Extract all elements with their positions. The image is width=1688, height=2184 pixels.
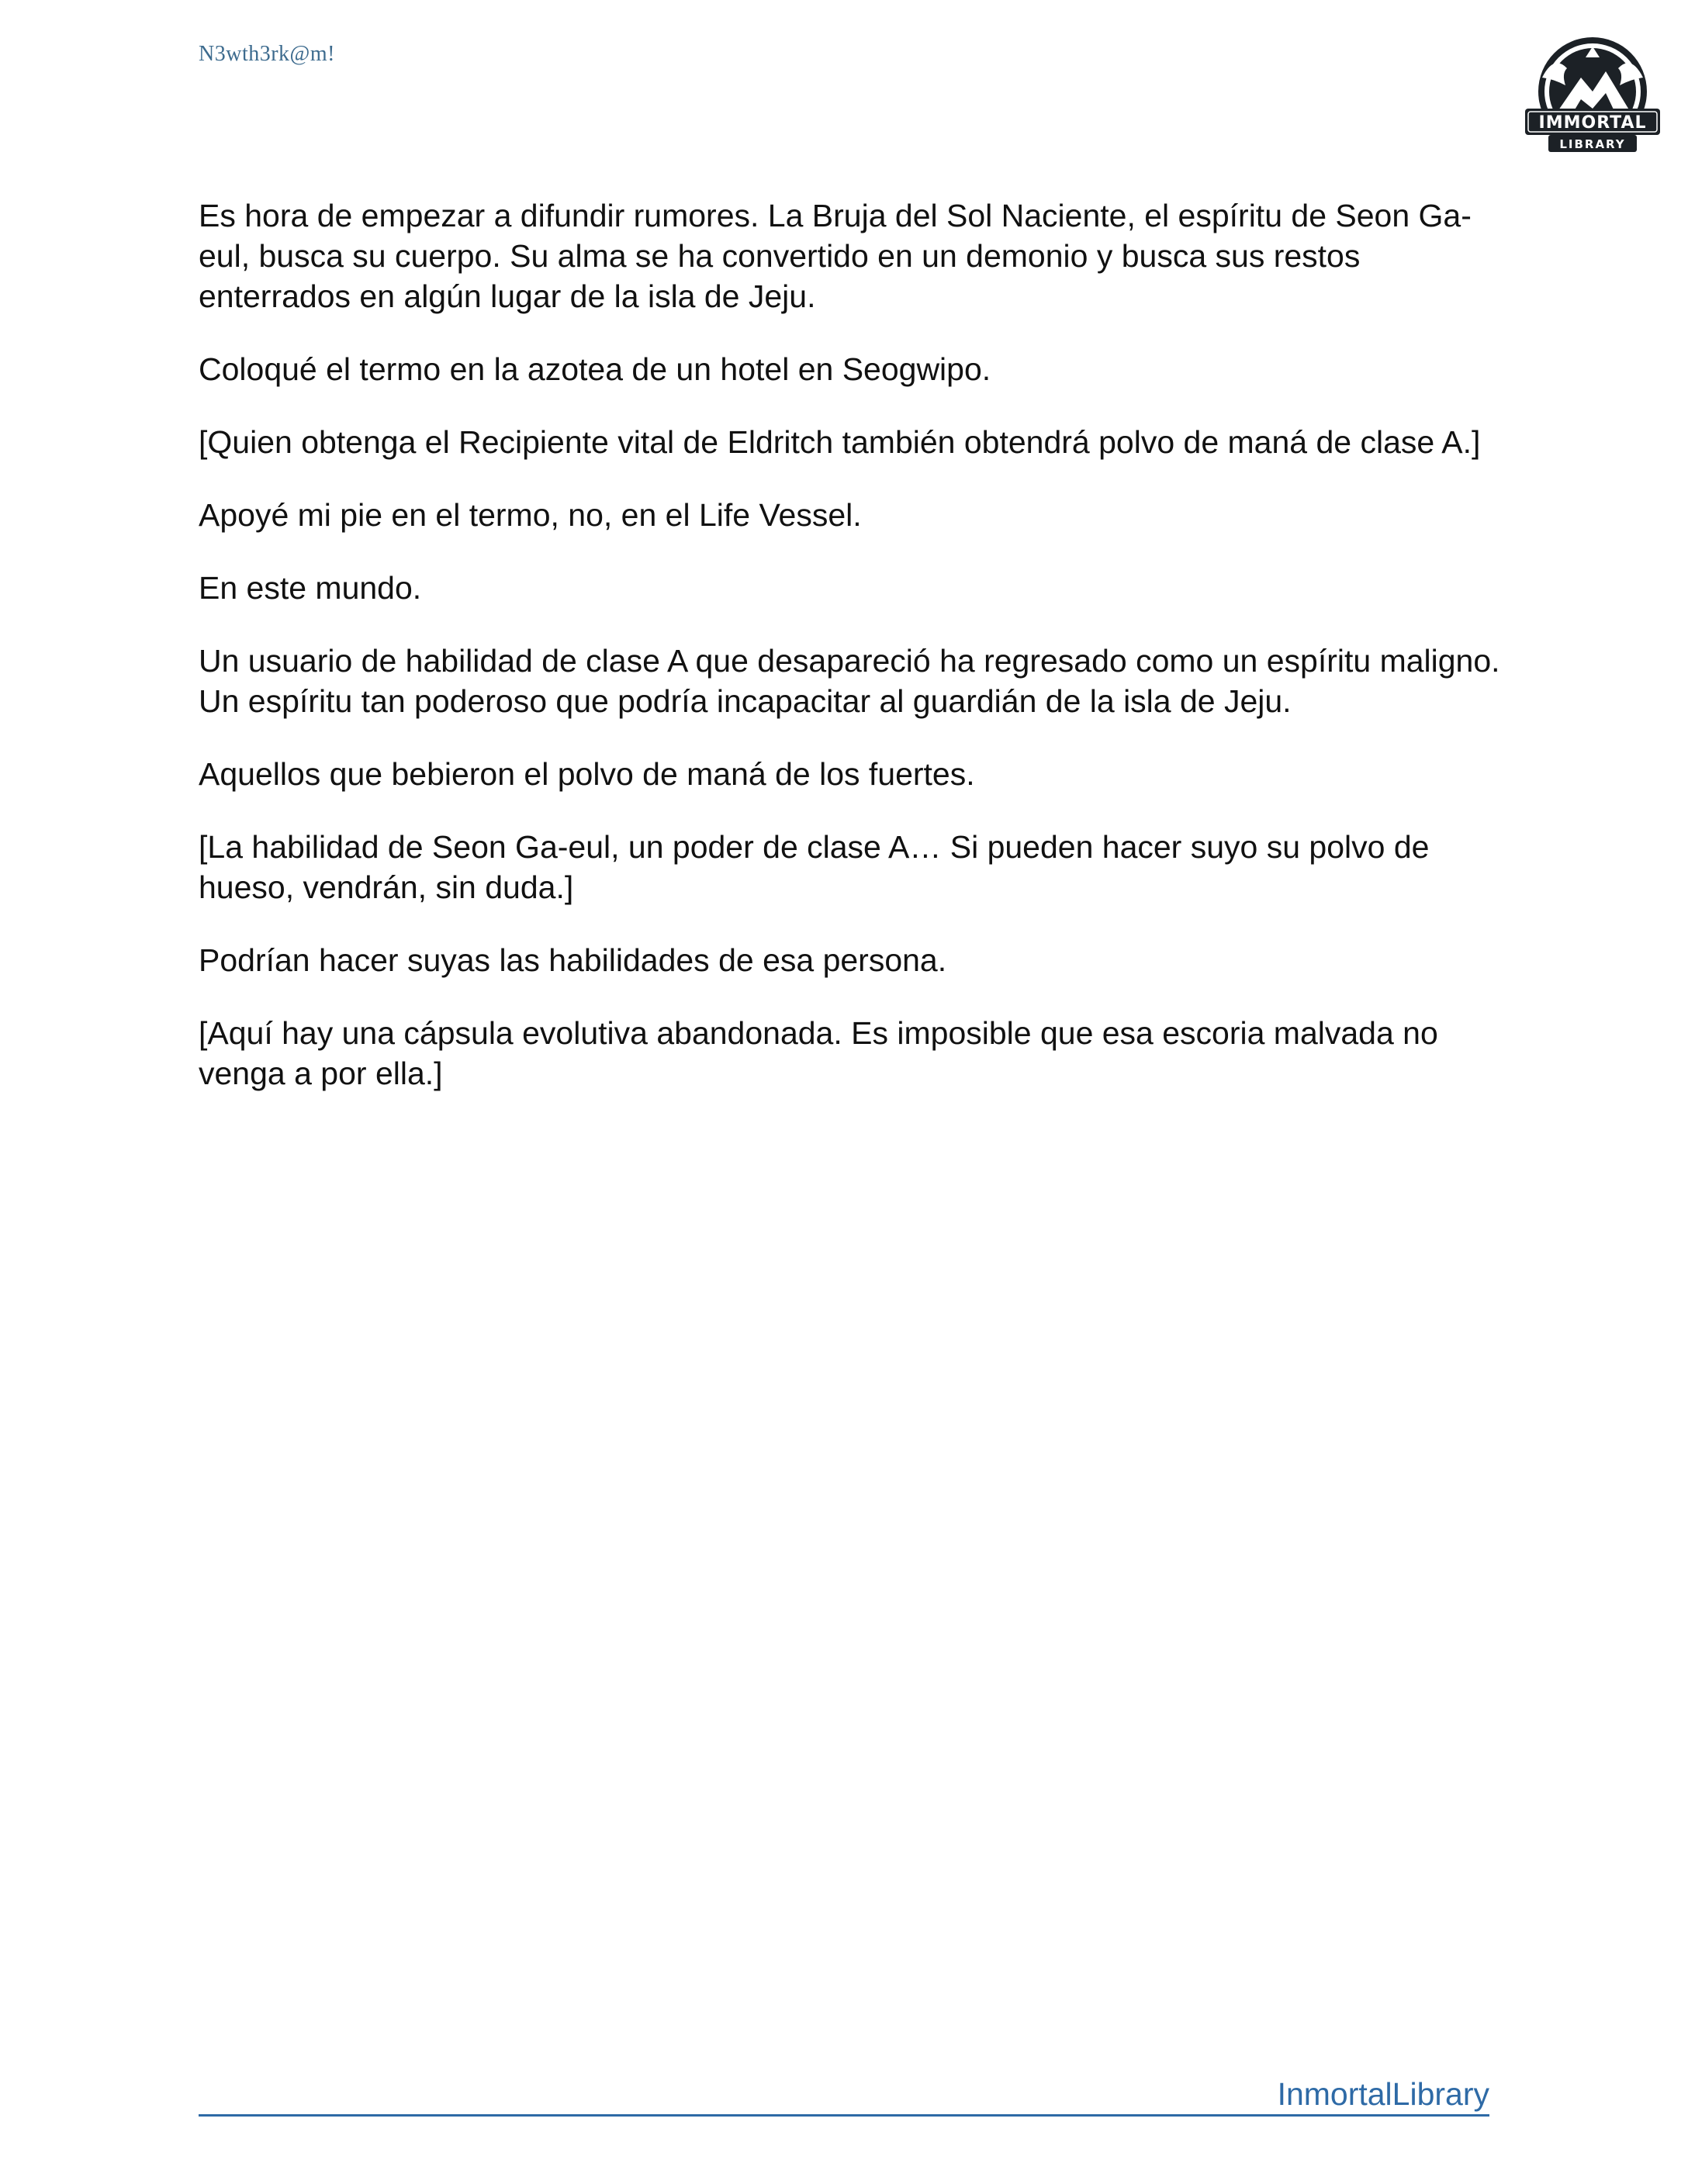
- paragraph: Un usuario de habilidad de clase A que desapareció ha regresado como un espíritu maligno. Un espíritu tan poderoso que podría incapacitar al guardián de la isla de Jeju.: [199, 643, 1500, 719]
- paragraph: Podrían hacer suyas las habilidades de esa persona.: [199, 942, 947, 978]
- paragraph: Apoyé mi pie en el termo, no, en el Life Vessel.: [199, 497, 862, 533]
- logo-text-bottom: LIBRARY: [1559, 137, 1626, 151]
- body-text: [199, 195, 1502, 1126]
- immortal-library-logo: [1519, 31, 1666, 163]
- header-watermark: N3wth3rk@m!: [199, 42, 335, 66]
- footer-link[interactable]: InmortalLibrary: [1277, 2076, 1489, 2112]
- paragraph: En este mundo.: [199, 570, 422, 606]
- logo-text-top: IMMORTAL: [1538, 113, 1647, 133]
- paragraph: Es hora de empezar a difundir rumores. La Bruja del Sol Naciente, el espíritu de Seon Ga-eul, busca su cuerpo. Su alma se ha convertido en un demonio y busca sus restos enterrados en algún lugar de la isla de Jeju.: [199, 198, 1472, 314]
- paragraph: [Quien obtenga el Recipiente vital de Eldritch también obtendrá polvo de maná de clase A.]: [199, 424, 1481, 460]
- paragraph: [La habilidad de Seon Ga-eul, un poder de clase A… Si pueden hacer suyo su polvo de hueso, vendrán, sin duda.]: [199, 829, 1430, 905]
- footer: [199, 2074, 1489, 2117]
- paragraph: Aquellos que bebieron el polvo de maná de los fuertes.: [199, 756, 975, 792]
- paragraph: Coloqué el termo en la azotea de un hotel en Seogwipo.: [199, 351, 991, 387]
- paragraph: [Aquí hay una cápsula evolutiva abandonada. Es imposible que esa escoria malvada no venga a por ella.]: [199, 1015, 1438, 1091]
